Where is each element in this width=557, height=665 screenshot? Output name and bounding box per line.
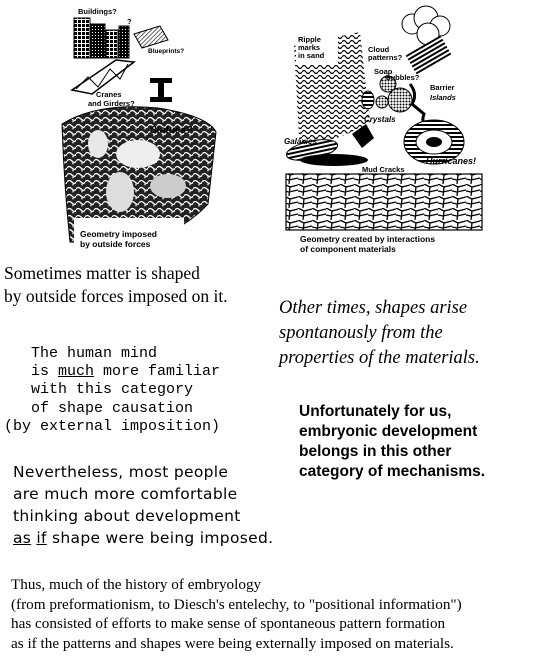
right-caption-line2: of component materials xyxy=(300,244,396,254)
imposed-geometry-figure xyxy=(58,4,226,256)
human-mind-line5: (by external imposition) xyxy=(4,417,221,435)
right-caption-line1: Geometry created by interactions xyxy=(300,234,436,244)
label-galaxies: Galaxies xyxy=(284,137,317,146)
cloud-drawing xyxy=(402,6,451,74)
nevertheless-line1: Nevertheless, most people xyxy=(13,463,229,481)
label-barrier-line2: Islands xyxy=(430,93,456,102)
left-caption-line2: by outside forces xyxy=(80,239,151,249)
label-cloud-line1: Cloud xyxy=(368,45,390,54)
label-soap-line2: bubbles? xyxy=(386,73,420,82)
label-soap-line1: Soap xyxy=(374,67,393,76)
label-statues: Statues? xyxy=(150,125,193,136)
nevertheless-line2: are much more comfortable xyxy=(13,485,238,503)
human-mind-line4: of shape causation xyxy=(4,399,194,417)
buildings-drawing xyxy=(74,18,129,58)
label-buildings: Buildings? xyxy=(78,7,117,16)
label-crystals: Crystals xyxy=(364,115,396,124)
emergent-geometry-illustration xyxy=(270,4,490,256)
human-mind-line2-post: more familiar xyxy=(94,363,221,381)
statue-photo xyxy=(62,107,216,246)
label-mud: Mud Cracks xyxy=(362,165,405,174)
left-caption-line1: Geometry imposed xyxy=(80,229,157,239)
human-mind-line2-pre: is xyxy=(4,363,59,381)
nevertheless-line3: thinking about development xyxy=(13,507,241,525)
other-times-text: Other times, shapes arise spontanously from the properties of the materials. xyxy=(279,298,480,368)
label-ripple-line3: in sand xyxy=(298,51,325,60)
label-cranes-line1: Cranes xyxy=(96,90,122,99)
human-mind-line3: with this category xyxy=(4,381,194,399)
mud-cracks-drawing xyxy=(286,174,482,230)
human-mind-line1: The human mind xyxy=(4,345,158,362)
emergent-geometry-figure xyxy=(270,4,490,256)
label-ripple-line2: marks xyxy=(298,43,321,52)
human-mind-much: much xyxy=(58,363,95,381)
galaxy-disk-drawing xyxy=(300,154,368,166)
label-barrier-line1: Barrier xyxy=(430,83,455,92)
girders-drawing xyxy=(72,60,172,102)
imposed-geometry-illustration xyxy=(58,4,226,256)
label-hurricanes: Hurricanes! xyxy=(426,156,477,166)
nevertheless-line4-rest: shape were being imposed. xyxy=(46,529,274,547)
human-mind-text xyxy=(4,345,220,436)
question-mark: ? xyxy=(127,17,132,26)
label-cloud-line2: patterns? xyxy=(368,53,403,62)
outside-forces-text: Sometimes matter is shaped by outside forces imposed on it. xyxy=(4,263,228,306)
thus-paragraph: Thus, much of the history of embryology (from preformationism, to Diesch's entelechy, to "positional information") has consisted of efforts to make sense of spontaneous pattern formation as if the patterns and shapes were being externally imposed on materials. xyxy=(11,576,462,652)
nevertheless-as: as xyxy=(13,529,32,547)
unfortunately-text: Unfortunately for us, embryonic development belongs in this other category of mechanisms. xyxy=(299,403,486,480)
label-cranes-line2: and Girders? xyxy=(88,99,135,108)
label-blueprints: Blueprints? xyxy=(148,48,185,55)
blueprints-drawing xyxy=(134,26,168,48)
nevertheless-if: if xyxy=(36,529,47,547)
nevertheless-text xyxy=(13,461,273,549)
label-ripple-line1: Ripple xyxy=(298,35,321,44)
